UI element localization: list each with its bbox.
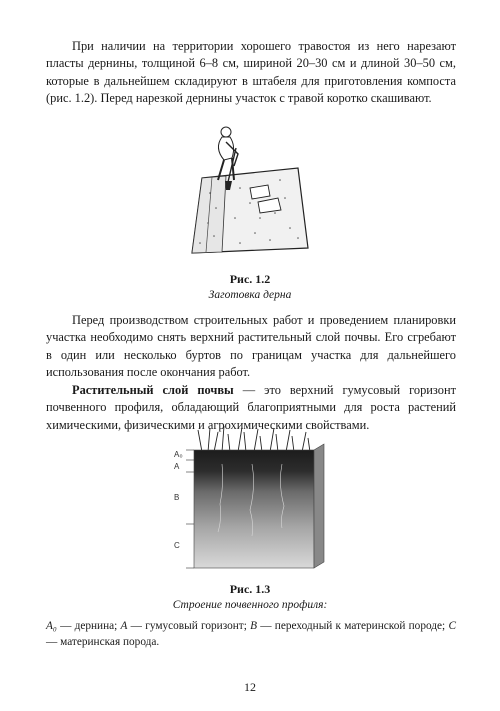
- figure-1-3-number: Рис. 1.3: [229, 582, 271, 596]
- legend-text-a0: — дернина;: [56, 620, 121, 632]
- figure-1-2-title: Заготовка дерна: [208, 289, 292, 301]
- horizon-label-a0: A₀: [174, 450, 183, 459]
- legend-text-a: — гумусовый горизонт;: [127, 620, 251, 632]
- legend-key-a: A: [120, 620, 128, 632]
- definition-text: — это верхний гумусовый горизонт почвенного профиля, обладающий благоприятными для роста растений химическими, физическими и агрохимическими свойствами.: [46, 383, 456, 432]
- paragraph-turf-cutting: При наличии на территории хорошего травостоя из него нарезают пласты дернины, толщиной 6–8 см, шириной 20–30 см и длиной 30–50 см, которые в дальнейшем складируют в штабеля для приготовления компоста (рис. 1.2). Перед нарезкой дернины участок с травой коротко скашивают.: [46, 39, 456, 106]
- term-topsoil: Растительный слой почвы: [72, 383, 234, 397]
- figure-1-3-title: Строение почвенного профиля:: [172, 599, 328, 611]
- figure-1-3-legend: [46, 618, 456, 650]
- legend-key-c: C: [448, 620, 456, 632]
- legend-key-a0: A₀: [46, 620, 57, 632]
- soil-profile-illustration: [172, 424, 332, 572]
- figure-1-2-number: Рис. 1.2: [229, 272, 271, 286]
- turf-cutting-illustration: [180, 118, 330, 268]
- legend-text-c: — материнская порода.: [46, 636, 160, 648]
- legend-key-b: B: [250, 620, 258, 632]
- horizon-label-b: B: [174, 493, 180, 502]
- page-number: 12: [244, 680, 256, 694]
- horizon-label-c: C: [174, 541, 180, 550]
- horizon-label-a: A: [174, 462, 180, 471]
- legend-text-b: — переходный к материнской породе;: [257, 620, 449, 632]
- paragraph-topsoil-removal: Перед производством строительных работ и проведением планировки участка необходимо снять верхний растительный слой почвы. Его сгребают в один или несколько буртов по границам участка для дальнейшего использования после окончания работ.: [46, 313, 456, 380]
